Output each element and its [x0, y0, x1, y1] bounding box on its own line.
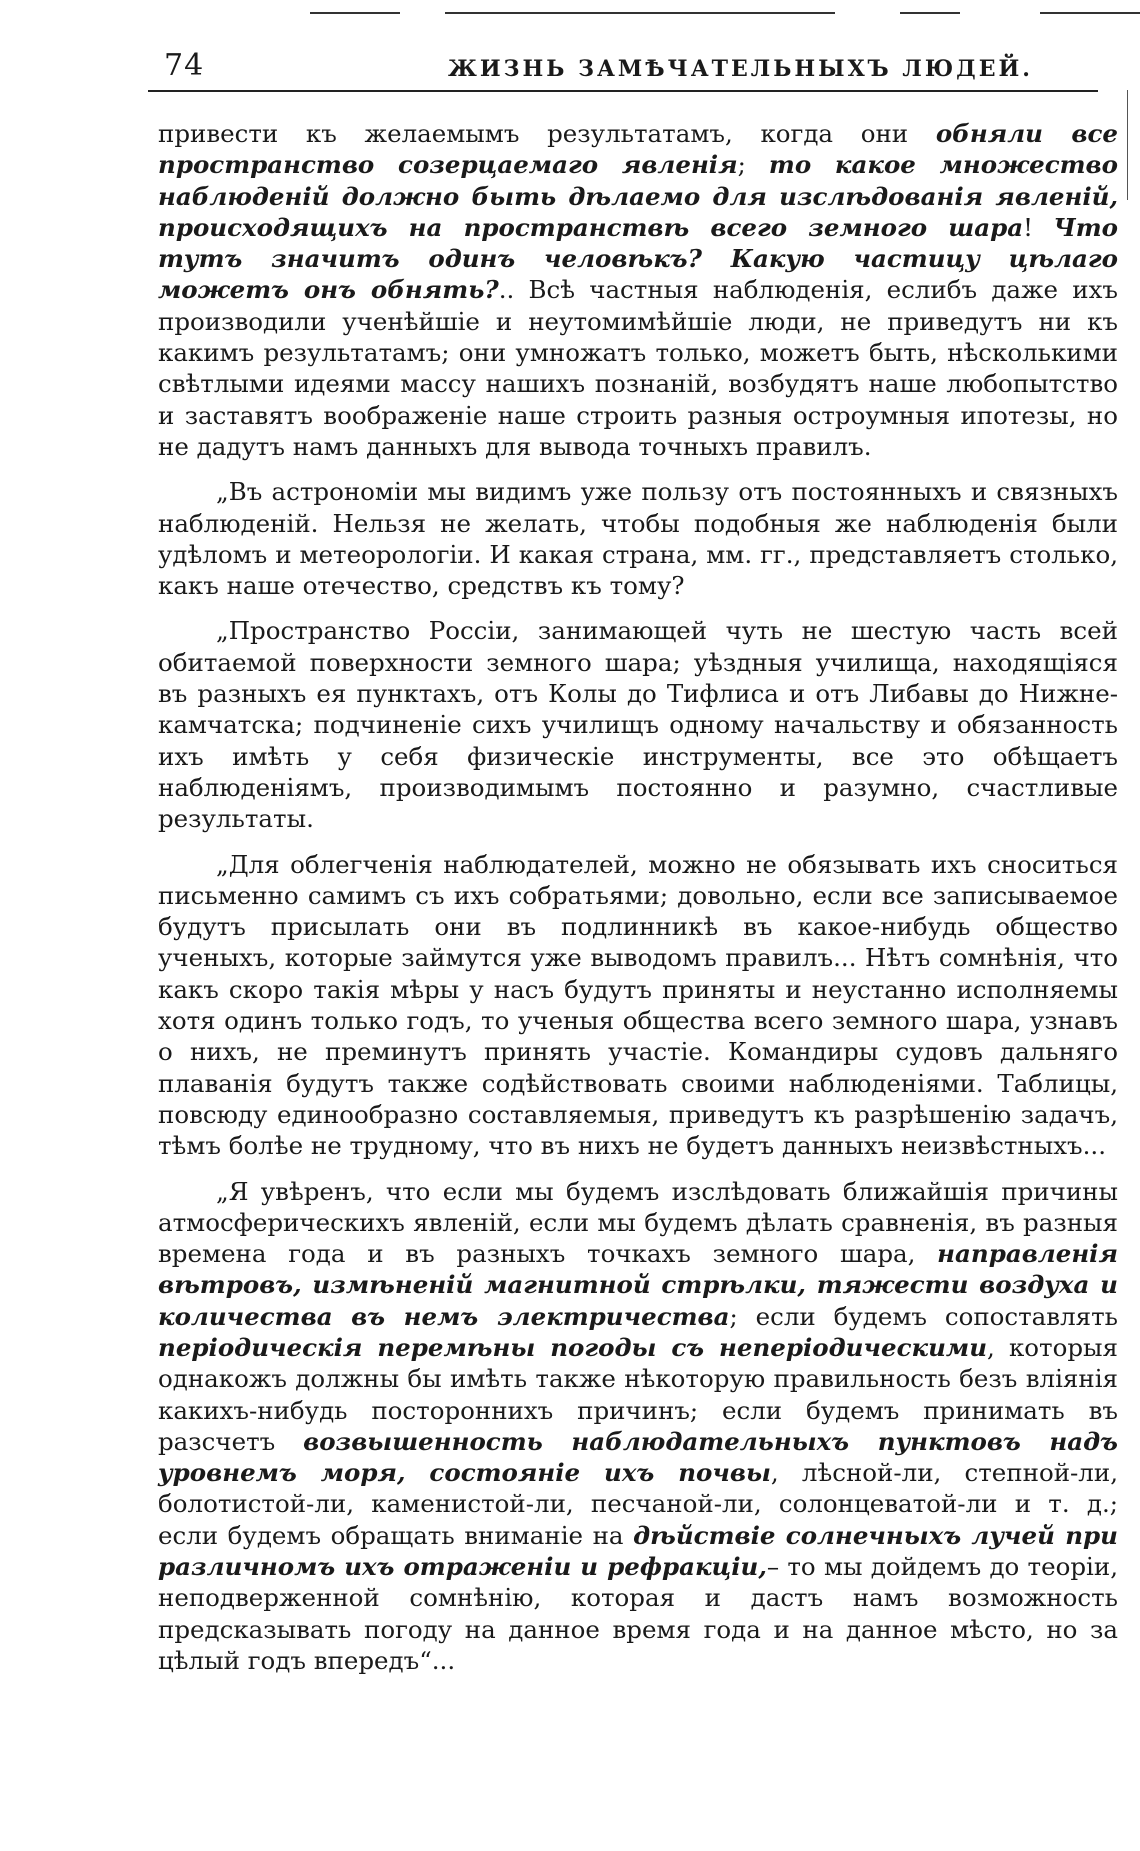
paragraph — [158, 849, 1118, 1162]
page-body — [158, 118, 1118, 1690]
text-run: , лѣсной-ли, степной-ли, болотистой-ли, каменистой-ли, песчаной-ли, солонцеватой-ли и т. д.; если будемъ обращать вниманіе на — [158, 1458, 1118, 1550]
text-run: ; если будемъ сопоставлять — [729, 1301, 1118, 1331]
text-run: ; — [737, 150, 769, 180]
text-run: – то мы дойдемъ до теоріи, неподверженной сомнѣнію, которая и дастъ намъ возможность предсказывать погоду на данное время года и на данное мѣсто, но за цѣлый годъ впередъ“... — [158, 1552, 1118, 1675]
running-title: ЖИЗНЬ ЗАМѢЧАТЕЛЬНЫХЪ ЛЮДЕЙ. — [448, 56, 1033, 82]
text-run: „Въ астрономіи мы видимъ уже пользу отъ постоянныхъ и связныхъ наблюденій. Нельзя не желать, чтобы подобныя же наблюденія были удѣломъ и метеорологіи. И какая страна, мм. гг., представляетъ столько, какъ наше отечество, средствъ къ тому? — [158, 477, 1118, 601]
emphasized-text: направленія вѣтровъ, измѣненій магнитной стрѣлки, тяжести воздуха и количества въ немъ электричества — [158, 1239, 1118, 1331]
text-run: „Пространство Россіи, занимающей чуть не шестую часть всей обитаемой поверхности земного шара; уѣздныя училища, находящіяся въ разныхъ ея пунктахъ, отъ Колы до Тифлиса и отъ Либавы до Нижне-камчатска; подчиненіе сихъ училищъ одному начальству и обязанность ихъ имѣть у себя физическіе инструменты, все это обѣщаетъ наблюденіямъ, производимымъ постоянно и разумно, счастливые результаты. — [158, 616, 1118, 834]
emphasized-text: періодическія перемѣны погоды съ неперіодическими — [158, 1332, 988, 1362]
text-run: ! — [1023, 212, 1054, 242]
text-run: , которыя однакожъ должны бы имѣть также нѣкоторую правильность безъ вліянія какихъ-нибудь постороннихъ причинъ; если будемъ принимать въ разсчетъ — [158, 1332, 1118, 1456]
margin-rule — [1127, 90, 1128, 200]
emphasized-text: обняли все пространство созерцаемаго явленія — [158, 119, 1118, 180]
emphasized-text: Что тутъ значитъ одинъ человѣкъ? Какую частицу цѣлаго можетъ онъ обнять? — [158, 212, 1118, 305]
paragraph — [158, 118, 1118, 462]
paragraph — [158, 1176, 1118, 1677]
text-run: привести къ желаемымъ результатамъ, когда они — [158, 119, 936, 148]
text-run: „Для облегченія наблюдателей, можно не обязывать ихъ сноситься письменно самимъ съ ихъ собратьями; довольно, если все записываемое будутъ присылать они въ подлинникѣ въ какое-нибудь общество ученыхъ, которые займутся уже выводомъ правилъ... Нѣтъ сомнѣнія, что какъ скоро такія мѣры у насъ будутъ приняты и неустанно исполняемы хотя одинъ только годъ, то ученыя общества всего земного шара, узнавъ о нихъ, не преминутъ принять участіе. Командиры судовъ дальняго плаванія будутъ также содѣйствовать своими наблюденіями. Таблицы, повсюду единообразно составляемыя, приведутъ къ разрѣшенію задачъ, тѣмъ болѣе не трудному, что въ нихъ не будетъ данныхъ неизвѣстныхъ... — [158, 849, 1118, 1161]
top-scan-rule — [0, 6, 1140, 20]
text-run: „Я увѣренъ, что если мы будемъ изслѣдовать ближайшія причины атмосферическихъ явленій, если мы будемъ дѣлать сравненія, въ разныя времена года и въ разныхъ точкахъ земного шара, — [158, 1176, 1118, 1269]
emphasized-text: то какое множество наблюденій должно быть дѣлаемо для изслѣдованія явленій, происходящихъ на пространствѣ всего земного шара — [158, 150, 1118, 242]
paragraph — [158, 615, 1118, 834]
emphasized-text: возвышенность наблюдательныхъ пунктовъ надъ уровнемъ моря, состояніе ихъ почвы — [158, 1426, 1118, 1488]
paragraph — [158, 476, 1118, 601]
page-header — [148, 48, 1098, 92]
text-run: .. Всѣ частныя наблюденія, еслибъ даже ихъ производили ученѣйшіе и неутомимѣйшіе люди, не приведутъ ни къ какимъ результатамъ; они умножатъ только, можетъ быть, нѣсколькими свѣтлыми идеями массу нашихъ познаній, возбудятъ наше любопытство и заставятъ воображеніе наше строить разныя остроумныя ипотезы, но не дадутъ намъ данныхъ для вывода точныхъ правилъ. — [158, 275, 1119, 461]
emphasized-text: дѣйствіе солнечныхъ лучей при различномъ ихъ отраженіи и рефракціи, — [158, 1520, 1118, 1582]
page-number: 74 — [164, 48, 205, 83]
